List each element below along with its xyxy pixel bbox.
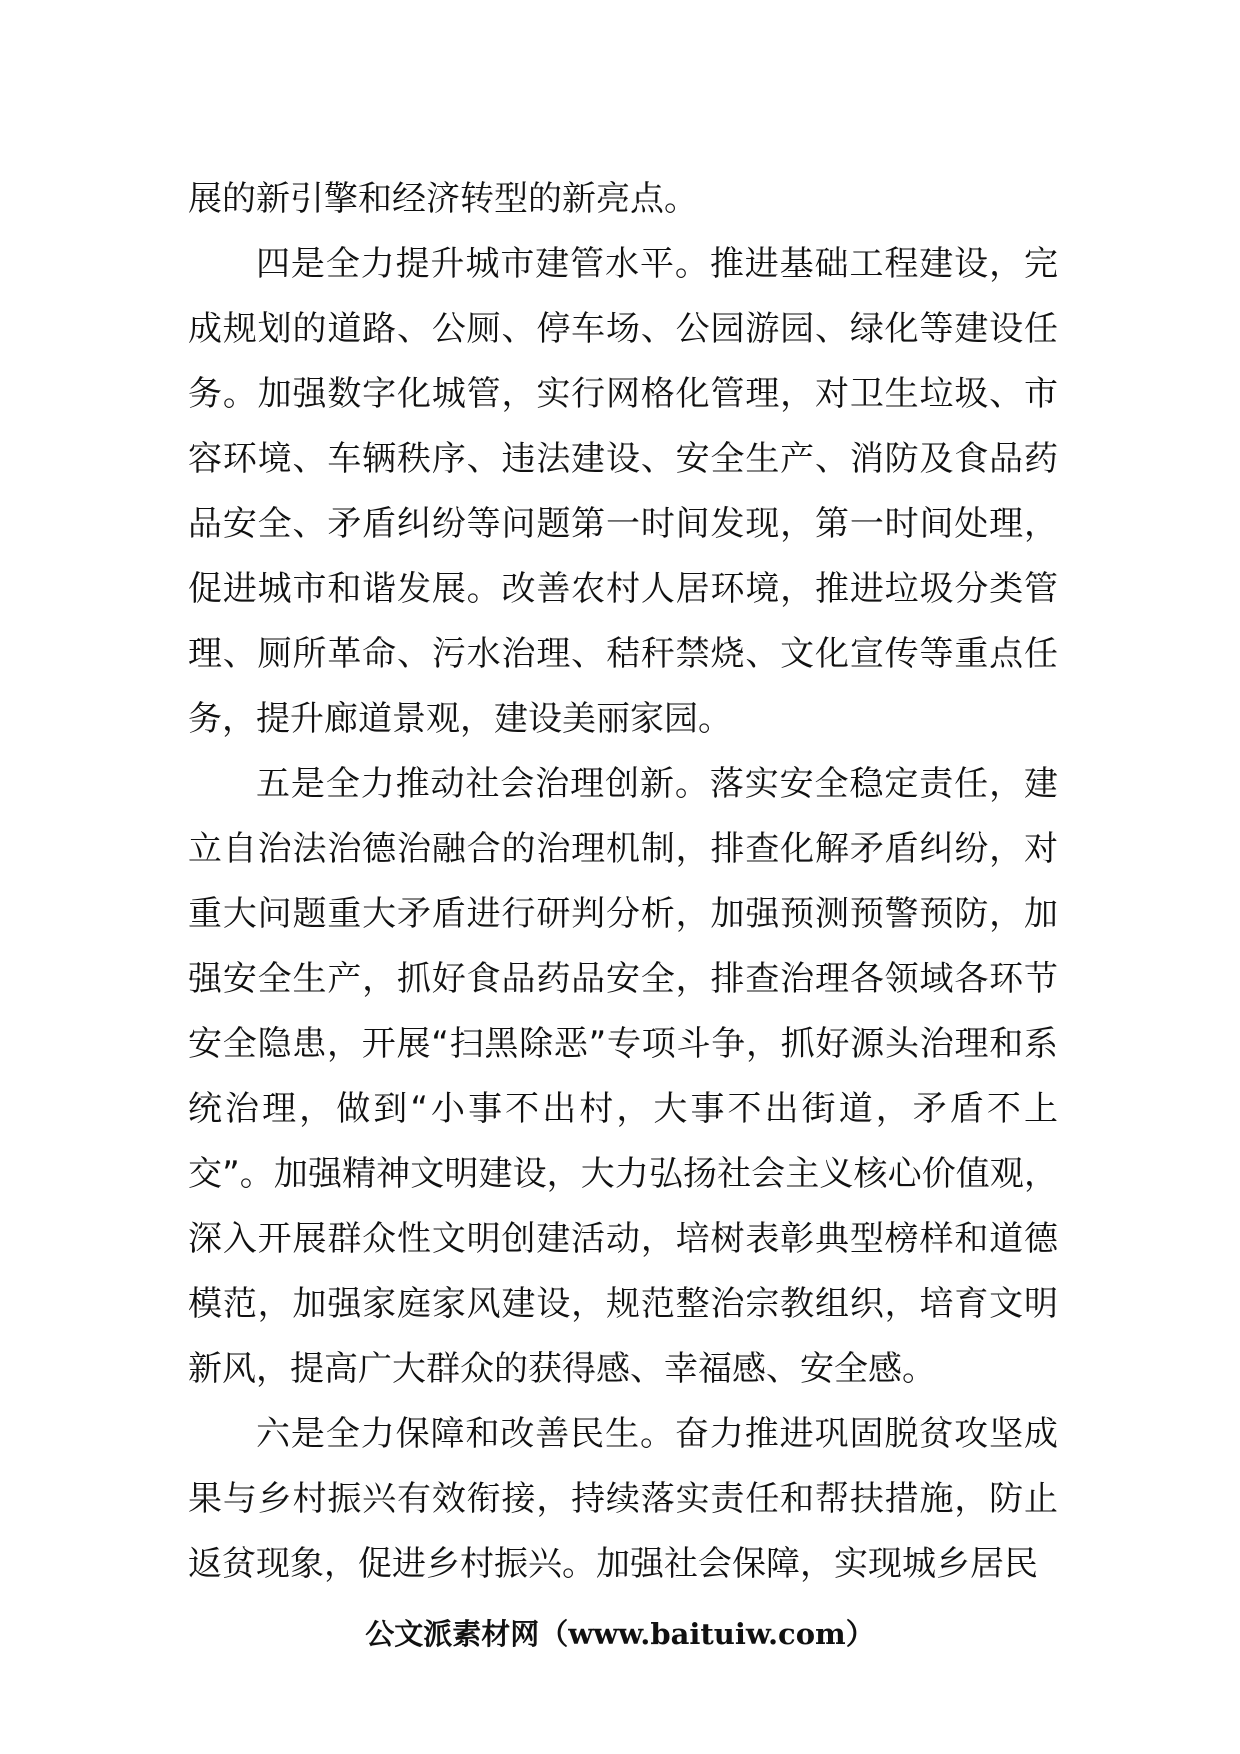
paragraph-point-4: 四是全力提升城市建管水平。推进基础工程建设，完成规划的道路、公厕、停车场、公园游园、绿化等建设任务。加强数字化城管，实行网格化管理，对卫生垃圾、市容环境、车辆秩序、违法建设、安全生产、消防及食品药品安全、矛盾纠纷等问题第一时间发现，第一时间处理，促进城市和谐发展。改善农村人居环境，推进垃圾分类管理、厕所革命、污水治理、秸秆禁烧、文化宣传等重点任务，提升廊道景观，建设美丽家园。 [188, 244, 1058, 739]
paragraph-continuation: 展的新引擎和经济转型的新亮点。 [188, 179, 698, 219]
paragraph-point-5: 五是全力推动社会治理创新。落实安全稳定责任，建立自治法治德治融合的治理机制，排查化解矛盾纠纷，对重大问题重大矛盾进行研判分析，加强预测预警预防，加强安全生产，抓好食品药品安全，排查治理各领域各环节安全隐患，开展“扫黑除恶”专项斗争，抓好源头治理和系统治理，做到“小事不出村，大事不出街道，矛盾不上交”。加强精神文明建设，大力弘扬社会主义核心价值观，深入开展群众性文明创建活动，培树表彰典型榜样和道德模范，加强家庭家风建设，规范整治宗教组织，培育文明新风，提高广大群众的获得感、幸福感、安全感。 [188, 764, 1058, 1389]
footer-watermark: 公文派素材网（www.baituiw.com） [365, 1617, 875, 1651]
paragraph-point-6: 六是全力保障和改善民生。奋力推进巩固脱贫攻坚成果与乡村振兴有效衔接，持续落实责任和帮扶措施，防止返贫现象，促进乡村振兴。加强社会保障，实现城乡居民 [188, 1414, 1058, 1584]
document-body [188, 167, 1058, 1597]
